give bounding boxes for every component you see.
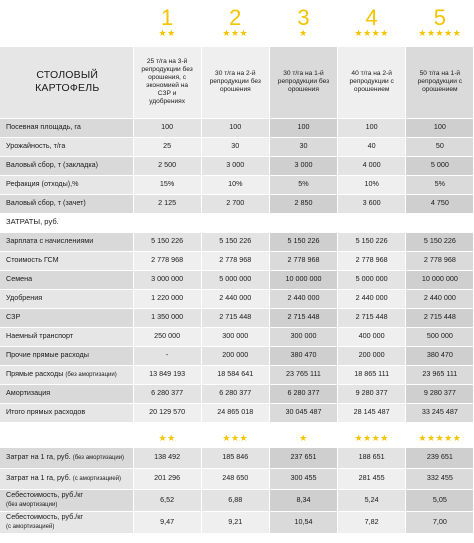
cell: 10% (201, 175, 269, 194)
row-label-main: Затрат на 1 га, руб. (6, 452, 71, 462)
cell: 2 778 968 (133, 251, 201, 270)
cell: 200 000 (201, 346, 269, 365)
cell: 5 150 226 (269, 232, 337, 251)
column-number: 4 (365, 5, 378, 31)
row-label: СЗР (0, 308, 133, 327)
cell: 18 584 641 (201, 365, 269, 384)
column-1-header (133, 0, 201, 46)
cell: 4 750 (406, 194, 474, 213)
table-row (0, 289, 474, 308)
stars-row (0, 430, 474, 447)
cell: 30 045 487 (269, 403, 337, 422)
row-label: Валовый сбор, т (зачет) (0, 194, 133, 213)
table-row (0, 365, 474, 384)
header-desc-row (0, 46, 474, 118)
cell: 250 000 (133, 327, 201, 346)
row-label (0, 447, 133, 468)
cell: 2 778 968 (338, 251, 406, 270)
cell: 237 651 (269, 447, 337, 468)
cell: 2 440 000 (338, 289, 406, 308)
cell: 100 (133, 118, 201, 137)
cell: 100 (269, 118, 337, 137)
column-5-header (406, 0, 474, 46)
cell: 5 150 226 (406, 232, 474, 251)
column-number: 5 (433, 5, 446, 31)
cell: 7,00 (406, 511, 474, 533)
table-row (0, 137, 474, 156)
rating-stars-icon: ★★★★★ (406, 430, 474, 447)
column-number: 2 (229, 5, 242, 31)
cell: 5% (406, 175, 474, 194)
row-label (0, 468, 133, 489)
cell: 13 849 193 (133, 365, 201, 384)
cell: 1 220 000 (133, 289, 201, 308)
row-label-main: Затрат на 1 га, руб. (6, 473, 71, 483)
table-title (0, 46, 133, 118)
cell: 2 440 000 (406, 289, 474, 308)
table-row (0, 118, 474, 137)
table-row (0, 175, 474, 194)
cell: 2 440 000 (201, 289, 269, 308)
cell: 300 000 (269, 327, 337, 346)
rating-stars-icon: ★★★★★ (418, 28, 462, 39)
cell: 7,82 (338, 511, 406, 533)
cell: 300 000 (201, 327, 269, 346)
cell: 5,05 (406, 489, 474, 511)
cell: 40 (338, 137, 406, 156)
row-label: Семена (0, 270, 133, 289)
row-label-main: Себестоимость, руб./кг (6, 512, 83, 522)
cell: 380 470 (406, 346, 474, 365)
cell: 2 715 448 (269, 308, 337, 327)
cell: 9 280 377 (338, 384, 406, 403)
row-label (0, 511, 133, 533)
stars-row-label (0, 430, 133, 447)
cell: 332 455 (406, 468, 474, 489)
cell: 10 000 000 (406, 270, 474, 289)
cell: 6,52 (133, 489, 201, 511)
rating-stars-icon: ★★★★ (354, 28, 389, 39)
cell: 8,34 (269, 489, 337, 511)
row-label-main: Прямые расходы (6, 369, 64, 379)
cell: 248 650 (201, 468, 269, 489)
cell: 100 (406, 118, 474, 137)
cell: 3 000 000 (133, 270, 201, 289)
cell: 300 455 (269, 468, 337, 489)
table-row (0, 232, 474, 251)
cell: 28 145 487 (338, 403, 406, 422)
cell: 24 865 018 (201, 403, 269, 422)
cell: 2 778 968 (201, 251, 269, 270)
table-row (0, 346, 474, 365)
cell: 2 715 448 (406, 308, 474, 327)
row-label-note: (с амортизацией) (72, 476, 122, 483)
column-3-header (269, 0, 337, 46)
cell: 50 (406, 137, 474, 156)
cell: 15% (133, 175, 201, 194)
cell: 2 715 448 (338, 308, 406, 327)
table-row (0, 403, 474, 422)
cell: 2 850 (269, 194, 337, 213)
table-row (0, 194, 474, 213)
cell: 9,47 (133, 511, 201, 533)
cell: 239 651 (406, 447, 474, 468)
table-row (0, 308, 474, 327)
column-3-description: 30 т/га на 1-й репродукции без орошения (269, 46, 337, 118)
cell: 5 150 226 (133, 232, 201, 251)
row-label: Удобрения (0, 289, 133, 308)
cell: 100 (338, 118, 406, 137)
cell: 200 000 (338, 346, 406, 365)
row-label: Валовый сбор, т (закладка) (0, 156, 133, 175)
costs-section-label: ЗАТРАТЫ, руб. (0, 213, 474, 232)
row-label-note: (без амортизации) (72, 455, 125, 462)
cell: 23 965 111 (406, 365, 474, 384)
cell: 1 350 000 (133, 308, 201, 327)
cell: 188 651 (338, 447, 406, 468)
row-label-note: (без амортизации) (6, 501, 58, 508)
cell: 20 129 570 (133, 403, 201, 422)
cell: 30 (201, 137, 269, 156)
cell: 2 440 000 (269, 289, 337, 308)
row-label: Посевная площадь, га (0, 118, 133, 137)
cell: 2 700 (201, 194, 269, 213)
rating-stars-icon: ★★ (133, 430, 201, 447)
section-header-row (0, 213, 474, 232)
cell: 201 296 (133, 468, 201, 489)
title-line-1: СТОЛОВЫЙ (36, 68, 99, 81)
column-number: 1 (160, 5, 174, 31)
cell: 500 000 (406, 327, 474, 346)
cell: 400 000 (338, 327, 406, 346)
cell: 185 846 (201, 447, 269, 468)
table-row (0, 468, 474, 489)
cell: 6 280 377 (133, 384, 201, 403)
rating-stars-icon: ★ (269, 430, 337, 447)
cell: 2 715 448 (201, 308, 269, 327)
cell: 2 125 (133, 194, 201, 213)
spacer-row (0, 422, 474, 430)
header-numbers-row (0, 0, 474, 46)
column-5-description: 50 т/га на 1-й репродукции с орошением (406, 46, 474, 118)
cell: 6 280 377 (201, 384, 269, 403)
column-4-description: 40 т/га на 2-й репродукции с орошением (338, 46, 406, 118)
column-2-description: 30 т/га на 2-й репродукции без орошения (201, 46, 269, 118)
cell: 380 470 (269, 346, 337, 365)
table-row (0, 270, 474, 289)
column-1-description: 25 т/га на 3-й репродукции без орошения, с экономией на СЗР и удобрениях (133, 46, 201, 118)
row-label: Урожайность, т/га (0, 137, 133, 156)
cell: 30 (269, 137, 337, 156)
cell: 9 280 377 (406, 384, 474, 403)
header-corner (0, 0, 133, 46)
row-label: Амортизация (0, 384, 133, 403)
table-row (0, 156, 474, 175)
cell: 5 000 000 (201, 270, 269, 289)
cell: 33 245 487 (406, 403, 474, 422)
cell: 2 778 968 (406, 251, 474, 270)
table-row (0, 327, 474, 346)
row-label-note: (с амортизацией) (6, 523, 55, 530)
row-label: Стоимость ГСМ (0, 251, 133, 270)
cell: 100 (201, 118, 269, 137)
row-label (0, 489, 133, 511)
cell: 138 492 (133, 447, 201, 468)
cell: 2 778 968 (269, 251, 337, 270)
table-row (0, 251, 474, 270)
cell: 281 455 (338, 468, 406, 489)
row-label-main: Себестоимость, руб./кг (6, 490, 83, 500)
cell: 5 000 000 (338, 270, 406, 289)
table-row (0, 489, 474, 511)
cell: 5,24 (338, 489, 406, 511)
column-2-header (201, 0, 269, 46)
column-4-header (338, 0, 406, 46)
cell: 23 765 111 (269, 365, 337, 384)
cell: 10,54 (269, 511, 337, 533)
row-label-note: (без амортизации) (65, 372, 117, 379)
cell: 2 500 (133, 156, 201, 175)
cell: 5 150 226 (201, 232, 269, 251)
cell: 4 000 (338, 156, 406, 175)
rating-stars-icon: ★★ (158, 28, 176, 39)
row-label (0, 365, 133, 384)
cell: 18 865 111 (338, 365, 406, 384)
cell: 3 000 (201, 156, 269, 175)
rating-stars-icon: ★★★★ (338, 430, 406, 447)
table-row (0, 447, 474, 468)
cell: 10% (338, 175, 406, 194)
cell: 25 (133, 137, 201, 156)
cell: 5% (269, 175, 337, 194)
cell: - (133, 346, 201, 365)
cell: 6 280 377 (269, 384, 337, 403)
row-label: Зарплата с начислениями (0, 232, 133, 251)
table-row (0, 511, 474, 533)
cell: 3 000 (269, 156, 337, 175)
cell: 5 150 226 (338, 232, 406, 251)
cell: 9,21 (201, 511, 269, 533)
row-label: Рефакция (отходы),% (0, 175, 133, 194)
row-label: Итого прямых расходов (0, 403, 133, 422)
title-line-2: КАРТОФЕЛЬ (35, 82, 100, 94)
table-row (0, 384, 474, 403)
cell: 5 000 (406, 156, 474, 175)
row-label: Прочие прямые расходы (0, 346, 133, 365)
rating-stars-icon: ★★★ (201, 430, 269, 447)
rating-stars-icon: ★★★ (222, 28, 249, 39)
cell: 10 000 000 (269, 270, 337, 289)
cell: 6,88 (201, 489, 269, 511)
row-label: Наемный транспорт (0, 327, 133, 346)
rating-stars-icon: ★ (299, 28, 308, 39)
cell: 3 600 (338, 194, 406, 213)
column-number: 3 (297, 5, 310, 31)
